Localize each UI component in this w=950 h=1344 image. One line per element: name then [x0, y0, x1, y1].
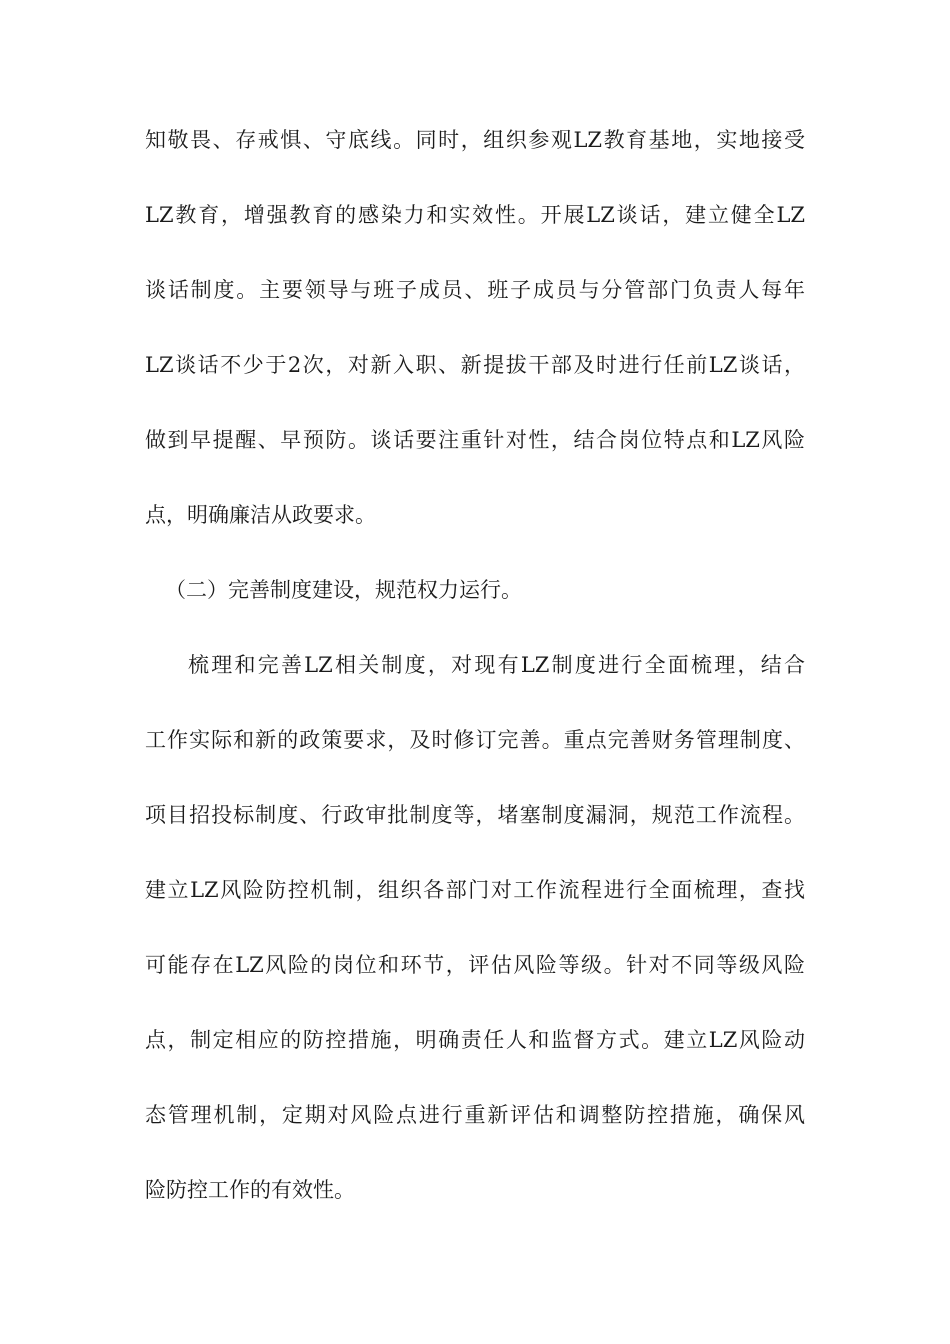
text-line: 知敬畏、存戒惧、守底线。同时，组织参观LZ教育基地，实地接受 — [145, 128, 805, 152]
text-line: 险防控工作的有效性。 — [145, 1178, 355, 1202]
text-line: 点，制定相应的防控措施，明确责任人和监督方式。建立LZ风险动 — [145, 1028, 805, 1052]
text-line: LZ教育，增强教育的感染力和实效性。开展LZ谈话，建立健全LZ — [145, 203, 805, 227]
text-line: 梳理和完善LZ相关制度，对现有LZ制度进行全面梳理，结合 — [188, 653, 805, 677]
text-line: 可能存在LZ风险的岗位和环节，评估风险等级。针对不同等级风险 — [145, 953, 805, 977]
text-line: 项目招投标制度、行政审批制度等，堵塞制度漏洞，规范工作流程。 — [145, 803, 805, 827]
text-line: 谈话制度。主要领导与班子成员、班子成员与分管部门负责人每年 — [145, 278, 805, 302]
text-line: 建立LZ风险防控机制，组织各部门对工作流程进行全面梳理，查找 — [145, 878, 805, 902]
text-line: 点，明确廉洁从政要求。 — [145, 503, 376, 527]
text-line: 工作实际和新的政策要求，及时修订完善。重点完善财务管理制度、 — [145, 728, 805, 752]
text-line: LZ谈话不少于2次，对新入职、新提拔干部及时进行任前LZ谈话， — [145, 353, 805, 377]
text-line: 做到早提醒、早预防。谈话要注重针对性，结合岗位特点和LZ风险 — [145, 428, 805, 452]
text-line: 态管理机制，定期对风险点进行重新评估和调整防控措施，确保风 — [145, 1103, 805, 1127]
section-heading: （二）完善制度建设，规范权力运行。 — [165, 578, 522, 602]
